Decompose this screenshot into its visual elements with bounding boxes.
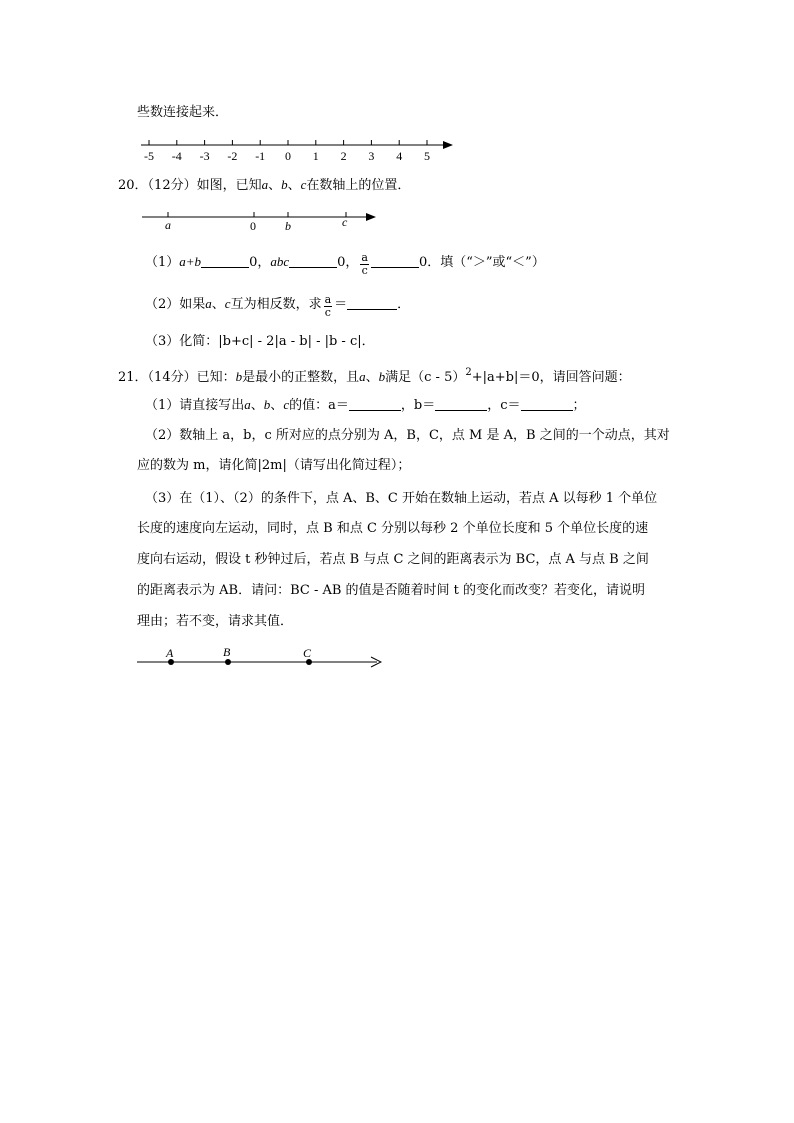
axis1-tick-label: 0 — [285, 149, 291, 163]
answer-blank[interactable] — [289, 254, 337, 268]
q20-stem: 20．（12分）如图，已知a、b、c在数轴上的位置． — [118, 177, 411, 193]
q21-part3-line1: （3）在（1）、（2）的条件下，点 A、B、C 开始在数轴上运动，若点 A 以每秒 1 个单位 — [145, 491, 658, 506]
number-line-2 — [138, 206, 388, 236]
axis2-label-b: b — [285, 219, 291, 233]
q21-part3-line5: 理由；若不变，请求其值． — [137, 614, 294, 629]
number-line-3 — [135, 644, 395, 674]
axis3-label-C: C — [303, 646, 312, 660]
q21-part1: （1）请直接写出a、b、c的值：a＝ ，b＝ ，c＝ ； — [145, 397, 586, 413]
fraction-a-over-c: $\frac{a}{c}$ — [324, 293, 332, 319]
fraction-a-over-c: $\frac{a}{c}$ — [361, 251, 368, 277]
q21-part2-line2: 应的数为 m，请化简|2m|（请写出化简过程）； — [137, 458, 411, 473]
axis1-tick-label: 5 — [424, 149, 430, 163]
axis1-tick-label: 4 — [396, 149, 403, 163]
axis1-tick-label: -1 — [255, 149, 266, 163]
q20-part3: （3）化简：|b+c| - 2|a - b| - |b - c|． — [145, 334, 375, 349]
axis2-label-c: c — [342, 215, 348, 229]
q20-part1: （1）a+b 0，abc 0， $\frac{a}{c}$ 0．填（“＞”或“＜”） — [145, 251, 545, 277]
axis1-tick-label: 2 — [340, 149, 347, 163]
q20-part2: （2）如果a、c互为相反数，求 $\frac{a}{c}$ ＝ ． — [145, 293, 411, 319]
axis3-label-A: A — [166, 646, 174, 660]
answer-blank[interactable] — [435, 397, 487, 411]
axis3-label-B: B — [223, 645, 231, 659]
answer-blank[interactable] — [521, 397, 573, 411]
answer-blank[interactable] — [349, 397, 401, 411]
q21-stem: 21．（14分）已知：b是最小的正整数，且a、b满足（c - 5）$^2$+|a+b|＝0，请回答问题： — [118, 367, 631, 385]
point-B — [225, 659, 231, 665]
axis1-tick-label: -5 — [144, 149, 154, 163]
q21-part3-line4: 的距离表示为 AB．请问：BC - AB 的值是否随着时间 t 的变化而改变？若变化，请说明 — [137, 583, 646, 598]
axis1-tick-label: -2 — [227, 149, 238, 163]
axis2-label-a: a — [165, 218, 171, 232]
axis2-label-zero: 0 — [250, 219, 256, 233]
answer-blank[interactable] — [347, 296, 397, 310]
axis1-tick-label: -3 — [199, 149, 210, 163]
axis1-tick-label: -4 — [171, 149, 182, 163]
answer-blank[interactable] — [201, 254, 249, 268]
intro-text: 些数连接起来． — [137, 105, 229, 120]
q21-part2-line1: （2）数轴上 a，b，c 所对应的点分别为 A，B，C，点 M 是 A，B 之间的一个动点，其对 — [145, 428, 670, 443]
answer-blank[interactable] — [371, 254, 419, 268]
number-line-1 — [135, 134, 465, 164]
q21-part3-line3: 度向右运动，假设 t 秒钟过后，若点 B 与点 C 之间的距离表示为 BC，点 A 与点 B 之间 — [137, 552, 649, 567]
q21-part3-line2: 长度的速度向左运动，同时，点 B 和点 C 分别以每秒 2 个单位长度和 5 个单位长度的速 — [137, 521, 649, 536]
axis1-tick-label: 1 — [312, 149, 319, 163]
axis1-tick-label: 3 — [368, 149, 375, 163]
